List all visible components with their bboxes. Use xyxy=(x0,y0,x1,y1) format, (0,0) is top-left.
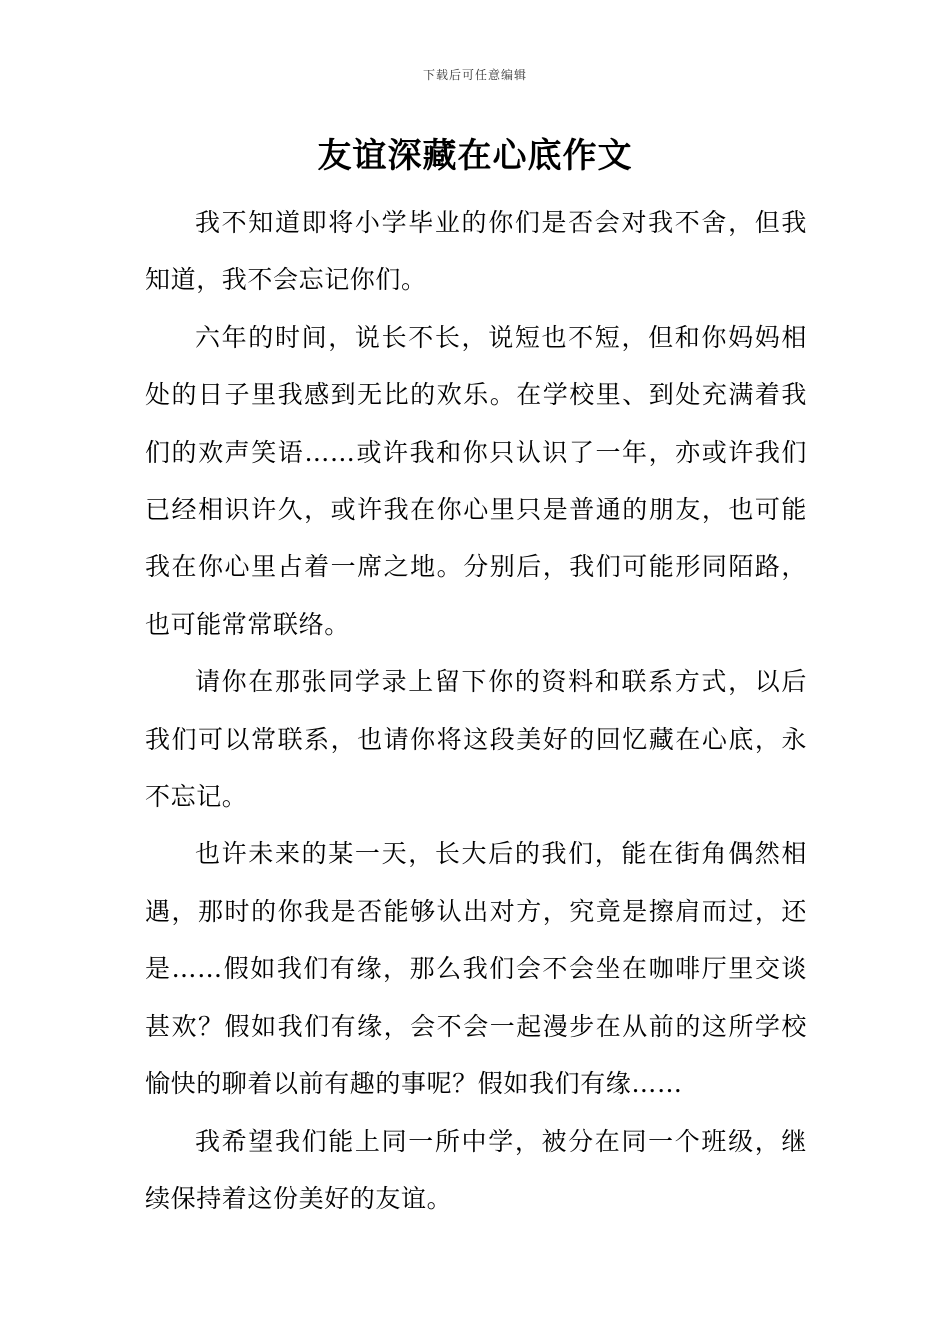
paragraph-1: 我不知道即将小学毕业的你们是否会对我不舍，但我知道，我不会忘记你们。 xyxy=(145,208,807,295)
paragraph-3: 请你在那张同学录上留下你的资料和联系方式，以后我们可以常联系，也请你将这段美好的回忆藏在心底，永不忘记。 xyxy=(145,667,807,812)
paragraph-4: 也许未来的某一天，长大后的我们，能在街角偶然相遇，那时的你我是否能够认出对方，究竟是擦肩而过，还是……假如我们有缘，那么我们会不会坐在咖啡厅里交谈甚欢？假如我们有缘，会不会一起漫步在从前的这所学校愉快的聊着以前有趣的事呢？假如我们有缘…… xyxy=(145,839,807,1099)
paragraph-5: 我希望我们能上同一所中学，被分在同一个班级，继续保持着这份美好的友谊。 xyxy=(145,1126,807,1213)
document-title: 友谊深藏在心底作文 xyxy=(317,136,633,176)
paragraph-2: 六年的时间，说长不长，说短也不短，但和你妈妈相处的日子里我感到无比的欢乐。在学校里、到处充满着我们的欢声笑语……或许我和你只认识了一年，亦或许我们已经相识许久，或许我在你心里只是普通的朋友，也可能我在你心里占着一席之地。分别后，我们可能形同陌路，也可能常常联络。 xyxy=(145,322,807,639)
document-body xyxy=(145,194,807,1227)
header-note: 下载后可任意编辑 xyxy=(422,68,527,82)
